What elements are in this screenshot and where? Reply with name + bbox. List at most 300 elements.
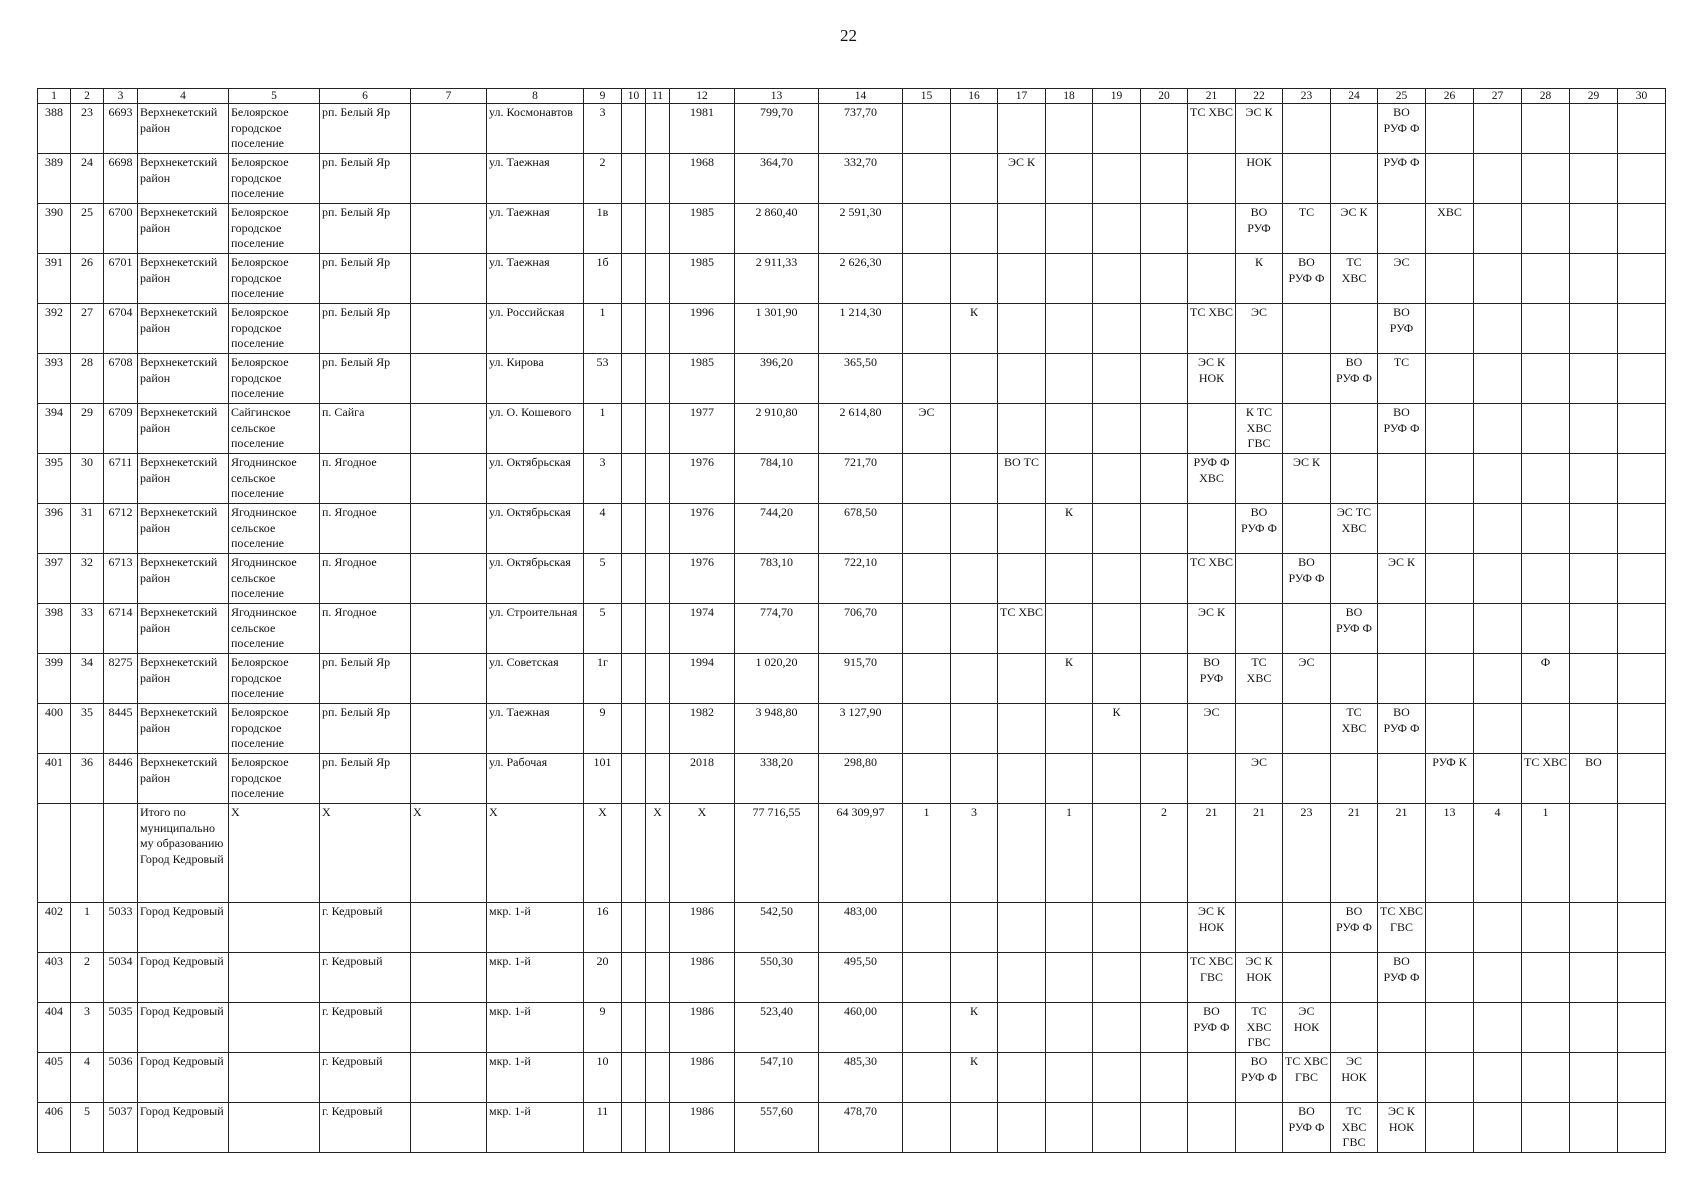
cell-col-24 [1331, 554, 1378, 604]
cell-col-18 [1046, 404, 1093, 454]
cell-col-27 [1474, 354, 1522, 404]
cell-col-27 [1474, 204, 1522, 254]
cell-col-7 [411, 754, 487, 804]
cell-col-24: ВО РУФ Ф [1331, 903, 1378, 953]
cell-col-13: 2 911,33 [735, 254, 819, 304]
cell-col-21: ТС ХВС [1188, 104, 1236, 154]
cell-col-4: Город Кедровый [138, 1103, 229, 1153]
cell-col-8: мкр. 1-й [487, 1003, 584, 1053]
cell-col-22 [1236, 454, 1283, 504]
cell-col-4: Верхнекетский район [138, 604, 229, 654]
column-header-1: 1 [38, 89, 71, 104]
cell-col-26 [1426, 1003, 1474, 1053]
cell-col-12: 1985 [670, 354, 735, 404]
cell-col-30 [1618, 354, 1666, 404]
cell-col-15 [903, 704, 951, 754]
cell-col-19 [1093, 1103, 1141, 1153]
cell-col-1: 399 [38, 654, 71, 704]
cell-col-10 [622, 903, 646, 953]
cell-col-14: 478,70 [819, 1103, 903, 1153]
cell-col-12: 1994 [670, 654, 735, 704]
cell-col-15: ЭС [903, 404, 951, 454]
cell-col-20 [1141, 704, 1188, 754]
header-row [38, 89, 1666, 104]
cell-col-2: 31 [71, 504, 104, 554]
cell-col-25: ВО РУФ Ф [1378, 953, 1426, 1003]
cell-col-16 [951, 404, 998, 454]
cell-col-9: 1 [584, 404, 622, 454]
cell-col-4: Верхнекетский район [138, 654, 229, 704]
cell-col-6: п. Сайга [320, 404, 411, 454]
cell-col-29: ВО [1570, 754, 1618, 804]
cell-col-28 [1522, 304, 1570, 354]
cell-col-21 [1188, 254, 1236, 304]
cell-col-14: 298,80 [819, 754, 903, 804]
cell-col-14: 332,70 [819, 154, 903, 204]
column-header-20: 20 [1141, 89, 1188, 104]
cell-col-3: 8445 [104, 704, 138, 754]
cell-col-9: Х [584, 804, 622, 903]
cell-col-14: 2 626,30 [819, 254, 903, 304]
cell-col-30 [1618, 504, 1666, 554]
cell-col-16 [951, 604, 998, 654]
cell-col-27 [1474, 903, 1522, 953]
table-row [38, 554, 1666, 604]
cell-col-1: 406 [38, 1103, 71, 1153]
cell-col-16 [951, 654, 998, 704]
cell-col-6: рп. Белый Яр [320, 754, 411, 804]
cell-col-8: ул. Российская [487, 304, 584, 354]
cell-col-8: ул. Строительная [487, 604, 584, 654]
column-header-12: 12 [670, 89, 735, 104]
cell-col-6: г. Кедровый [320, 1003, 411, 1053]
cell-col-22: ВО РУФ [1236, 204, 1283, 254]
cell-col-16 [951, 1103, 998, 1153]
cell-col-1: 403 [38, 953, 71, 1003]
cell-col-24 [1331, 754, 1378, 804]
cell-col-20 [1141, 604, 1188, 654]
cell-col-21: ВО РУФ [1188, 654, 1236, 704]
cell-col-22: ЭС К [1236, 104, 1283, 154]
cell-col-27 [1474, 953, 1522, 1003]
cell-col-14: 3 127,90 [819, 704, 903, 754]
cell-col-28 [1522, 1053, 1570, 1103]
cell-col-23 [1283, 704, 1331, 754]
cell-col-25 [1378, 754, 1426, 804]
cell-col-29 [1570, 1053, 1618, 1103]
cell-col-22: ЭС К НОК [1236, 953, 1283, 1003]
cell-col-28 [1522, 204, 1570, 254]
cell-col-4: Город Кедровый [138, 1003, 229, 1053]
table-row [38, 354, 1666, 404]
cell-col-1: 398 [38, 604, 71, 654]
cell-col-12: 1986 [670, 903, 735, 953]
cell-col-29 [1570, 654, 1618, 704]
cell-col-4: Верхнекетский район [138, 154, 229, 204]
cell-col-5 [229, 1103, 320, 1153]
cell-col-17 [998, 404, 1046, 454]
cell-col-30 [1618, 903, 1666, 953]
cell-col-26: РУФ К [1426, 754, 1474, 804]
cell-col-14: 460,00 [819, 1003, 903, 1053]
cell-col-10 [622, 404, 646, 454]
cell-col-24: ТС ХВС [1331, 704, 1378, 754]
table-row [38, 1003, 1666, 1053]
cell-col-9: 53 [584, 354, 622, 404]
cell-col-11 [646, 254, 670, 304]
cell-col-29 [1570, 304, 1618, 354]
cell-col-29 [1570, 604, 1618, 654]
cell-col-7 [411, 304, 487, 354]
cell-col-13: 557,60 [735, 1103, 819, 1153]
cell-col-20 [1141, 754, 1188, 804]
column-header-8: 8 [487, 89, 584, 104]
cell-col-1: 391 [38, 254, 71, 304]
cell-col-14: 722,10 [819, 554, 903, 604]
cell-col-15 [903, 254, 951, 304]
cell-col-30 [1618, 953, 1666, 1003]
housing-register-table [37, 88, 1666, 1153]
column-header-6: 6 [320, 89, 411, 104]
cell-col-24 [1331, 104, 1378, 154]
cell-col-14: 678,50 [819, 504, 903, 554]
cell-col-27 [1474, 254, 1522, 304]
cell-col-20 [1141, 154, 1188, 204]
cell-col-5: Сайгинское сельское поселение [229, 404, 320, 454]
cell-col-1: 395 [38, 454, 71, 504]
cell-col-24: ВО РУФ Ф [1331, 604, 1378, 654]
cell-col-15 [903, 953, 951, 1003]
cell-col-15 [903, 304, 951, 354]
cell-col-21: РУФ Ф ХВС [1188, 454, 1236, 504]
cell-col-21: 21 [1188, 804, 1236, 903]
cell-col-21 [1188, 504, 1236, 554]
cell-col-3: 6704 [104, 304, 138, 354]
cell-col-5 [229, 903, 320, 953]
cell-col-17: ВО ТС [998, 454, 1046, 504]
cell-col-6: г. Кедровый [320, 953, 411, 1003]
cell-col-30 [1618, 554, 1666, 604]
cell-col-8: мкр. 1-й [487, 953, 584, 1003]
cell-col-24 [1331, 154, 1378, 204]
cell-col-16 [951, 554, 998, 604]
column-header-28: 28 [1522, 89, 1570, 104]
cell-col-10 [622, 704, 646, 754]
cell-col-2: 29 [71, 404, 104, 454]
cell-col-20 [1141, 1053, 1188, 1103]
cell-col-5: Ягоднинское сельское поселение [229, 454, 320, 504]
cell-col-19 [1093, 154, 1141, 204]
cell-col-3: 6700 [104, 204, 138, 254]
cell-col-20 [1141, 654, 1188, 704]
cell-col-24 [1331, 1003, 1378, 1053]
cell-col-16 [951, 754, 998, 804]
cell-col-22: К [1236, 254, 1283, 304]
cell-col-21: ТС ХВС [1188, 554, 1236, 604]
cell-col-28 [1522, 704, 1570, 754]
cell-col-13: 2 860,40 [735, 204, 819, 254]
cell-col-1 [38, 804, 71, 903]
cell-col-6: п. Ягодное [320, 454, 411, 504]
cell-col-2: 25 [71, 204, 104, 254]
cell-col-9: 1 [584, 304, 622, 354]
cell-col-26 [1426, 504, 1474, 554]
cell-col-22 [1236, 604, 1283, 654]
cell-col-8: мкр. 1-й [487, 1103, 584, 1153]
cell-col-23 [1283, 154, 1331, 204]
cell-col-27 [1474, 404, 1522, 454]
cell-col-20 [1141, 1103, 1188, 1153]
cell-col-3: 6709 [104, 404, 138, 454]
cell-col-17 [998, 1053, 1046, 1103]
cell-col-11 [646, 704, 670, 754]
table-row [38, 953, 1666, 1003]
cell-col-5 [229, 1053, 320, 1103]
cell-col-21: ТС ХВС ГВС [1188, 953, 1236, 1003]
cell-col-22 [1236, 704, 1283, 754]
cell-col-19 [1093, 354, 1141, 404]
cell-col-8: Х [487, 804, 584, 903]
cell-col-5: Белоярское городское поселение [229, 354, 320, 404]
cell-col-17 [998, 354, 1046, 404]
cell-col-17 [998, 204, 1046, 254]
cell-col-16 [951, 154, 998, 204]
cell-col-19 [1093, 903, 1141, 953]
cell-col-8: ул. Космонавтов [487, 104, 584, 154]
cell-col-14: 721,70 [819, 454, 903, 504]
table-row [38, 454, 1666, 504]
cell-col-15 [903, 654, 951, 704]
cell-col-27 [1474, 104, 1522, 154]
cell-col-13: 3 948,80 [735, 704, 819, 754]
cell-col-21: ЭС К НОК [1188, 903, 1236, 953]
cell-col-28: Ф [1522, 654, 1570, 704]
cell-col-8: ул. Таежная [487, 204, 584, 254]
cell-col-18 [1046, 1103, 1093, 1153]
cell-col-8: ул. Рабочая [487, 754, 584, 804]
cell-col-19 [1093, 654, 1141, 704]
cell-col-1: 389 [38, 154, 71, 204]
cell-col-25 [1378, 654, 1426, 704]
cell-col-13: 1 301,90 [735, 304, 819, 354]
cell-col-1: 400 [38, 704, 71, 754]
cell-col-24 [1331, 953, 1378, 1003]
cell-col-14: 2 614,80 [819, 404, 903, 454]
cell-col-4: Город Кедровый [138, 903, 229, 953]
cell-col-20: 2 [1141, 804, 1188, 903]
cell-col-1: 393 [38, 354, 71, 404]
column-header-30: 30 [1618, 89, 1666, 104]
cell-col-2: 26 [71, 254, 104, 304]
cell-col-2: 34 [71, 654, 104, 704]
cell-col-29 [1570, 404, 1618, 454]
cell-col-10 [622, 1103, 646, 1153]
cell-col-4: Верхнекетский район [138, 204, 229, 254]
cell-col-25 [1378, 204, 1426, 254]
cell-col-3: 6698 [104, 154, 138, 204]
cell-col-16 [951, 254, 998, 304]
cell-col-11 [646, 903, 670, 953]
column-header-16: 16 [951, 89, 998, 104]
cell-col-8: ул. Таежная [487, 154, 584, 204]
cell-col-30 [1618, 304, 1666, 354]
cell-col-12: 1974 [670, 604, 735, 654]
cell-col-26 [1426, 953, 1474, 1003]
cell-col-8: ул. Октябрьская [487, 554, 584, 604]
cell-col-17 [998, 1103, 1046, 1153]
cell-col-10 [622, 654, 646, 704]
cell-col-13: 550,30 [735, 953, 819, 1003]
cell-col-23: ЭС К [1283, 454, 1331, 504]
cell-col-6: рп. Белый Яр [320, 654, 411, 704]
cell-col-1: 404 [38, 1003, 71, 1053]
table-row [38, 604, 1666, 654]
cell-col-6: г. Кедровый [320, 1053, 411, 1103]
cell-col-24 [1331, 454, 1378, 504]
cell-col-18 [1046, 1053, 1093, 1103]
cell-col-27 [1474, 504, 1522, 554]
cell-col-18 [1046, 604, 1093, 654]
cell-col-30 [1618, 154, 1666, 204]
cell-col-30 [1618, 1003, 1666, 1053]
table-row [38, 1053, 1666, 1103]
cell-col-9: 2 [584, 154, 622, 204]
cell-col-14: 483,00 [819, 903, 903, 953]
cell-col-16: К [951, 1053, 998, 1103]
cell-col-14: 64 309,97 [819, 804, 903, 903]
cell-col-11 [646, 154, 670, 204]
cell-col-19 [1093, 404, 1141, 454]
cell-col-24: ТС ХВС ГВС [1331, 1103, 1378, 1153]
cell-col-10 [622, 354, 646, 404]
cell-col-26 [1426, 554, 1474, 604]
cell-col-19 [1093, 1003, 1141, 1053]
cell-col-2: 33 [71, 604, 104, 654]
cell-col-12: 1986 [670, 953, 735, 1003]
cell-col-30 [1618, 1053, 1666, 1103]
cell-col-3: 6693 [104, 104, 138, 154]
cell-col-25: ВО РУФ Ф [1378, 104, 1426, 154]
cell-col-14: 2 591,30 [819, 204, 903, 254]
cell-col-13: 774,70 [735, 604, 819, 654]
column-header-26: 26 [1426, 89, 1474, 104]
cell-col-14: 706,70 [819, 604, 903, 654]
cell-col-7 [411, 604, 487, 654]
table-row [38, 304, 1666, 354]
cell-col-15 [903, 1053, 951, 1103]
cell-col-17 [998, 804, 1046, 903]
cell-col-18 [1046, 903, 1093, 953]
page-number: 22 [840, 26, 857, 45]
cell-col-2: 23 [71, 104, 104, 154]
cell-col-27 [1474, 154, 1522, 204]
cell-col-21: ВО РУФ Ф [1188, 1003, 1236, 1053]
cell-col-19 [1093, 204, 1141, 254]
cell-col-23 [1283, 504, 1331, 554]
cell-col-27 [1474, 754, 1522, 804]
cell-col-29 [1570, 254, 1618, 304]
cell-col-10 [622, 154, 646, 204]
cell-col-20 [1141, 304, 1188, 354]
cell-col-18 [1046, 1003, 1093, 1053]
cell-col-7 [411, 1103, 487, 1153]
cell-col-2: 28 [71, 354, 104, 404]
cell-col-5: Белоярское городское поселение [229, 704, 320, 754]
column-header-13: 13 [735, 89, 819, 104]
cell-col-23: 23 [1283, 804, 1331, 903]
cell-col-16 [951, 704, 998, 754]
cell-col-6: Х [320, 804, 411, 903]
cell-col-10 [622, 504, 646, 554]
cell-col-26 [1426, 404, 1474, 454]
cell-col-12: 1977 [670, 404, 735, 454]
cell-col-26 [1426, 1103, 1474, 1153]
cell-col-29 [1570, 1103, 1618, 1153]
cell-col-11 [646, 354, 670, 404]
cell-col-10 [622, 1003, 646, 1053]
cell-col-29 [1570, 154, 1618, 204]
cell-col-3: 6713 [104, 554, 138, 604]
cell-col-11 [646, 204, 670, 254]
cell-col-18 [1046, 154, 1093, 204]
table-row [38, 254, 1666, 304]
cell-col-9: 10 [584, 1053, 622, 1103]
cell-col-21: ЭС К НОК [1188, 354, 1236, 404]
cell-col-29 [1570, 554, 1618, 604]
cell-col-23: ЭС НОК [1283, 1003, 1331, 1053]
total-row [38, 804, 1666, 903]
cell-col-2: 4 [71, 1053, 104, 1103]
cell-col-8: ул. О. Кошевого [487, 404, 584, 454]
cell-col-9: 16 [584, 903, 622, 953]
cell-col-10 [622, 953, 646, 1003]
cell-col-27 [1474, 604, 1522, 654]
cell-col-9: 4 [584, 504, 622, 554]
cell-col-10 [622, 1053, 646, 1103]
cell-col-11 [646, 554, 670, 604]
cell-col-14: 485,30 [819, 1053, 903, 1103]
cell-col-27 [1474, 1053, 1522, 1103]
cell-col-28 [1522, 454, 1570, 504]
cell-col-26 [1426, 354, 1474, 404]
cell-col-20 [1141, 504, 1188, 554]
cell-col-7 [411, 154, 487, 204]
cell-col-5: Белоярское городское поселение [229, 754, 320, 804]
cell-col-4: Верхнекетский район [138, 454, 229, 504]
cell-col-26 [1426, 654, 1474, 704]
cell-col-18: К [1046, 504, 1093, 554]
cell-col-6: рп. Белый Яр [320, 104, 411, 154]
cell-col-25: 21 [1378, 804, 1426, 903]
cell-col-15 [903, 154, 951, 204]
cell-col-28 [1522, 604, 1570, 654]
cell-col-15 [903, 903, 951, 953]
cell-col-6: г. Кедровый [320, 1103, 411, 1153]
cell-col-5: Ягоднинское сельское поселение [229, 554, 320, 604]
cell-col-25 [1378, 604, 1426, 654]
table-row [38, 654, 1666, 704]
cell-col-13: 523,40 [735, 1003, 819, 1053]
cell-col-27 [1474, 654, 1522, 704]
cell-col-26: ХВС [1426, 204, 1474, 254]
cell-col-16: 3 [951, 804, 998, 903]
cell-col-1: 388 [38, 104, 71, 154]
column-header-11: 11 [646, 89, 670, 104]
cell-col-30 [1618, 204, 1666, 254]
cell-col-18 [1046, 953, 1093, 1003]
cell-col-6: рп. Белый Яр [320, 704, 411, 754]
cell-col-23: ЭС [1283, 654, 1331, 704]
